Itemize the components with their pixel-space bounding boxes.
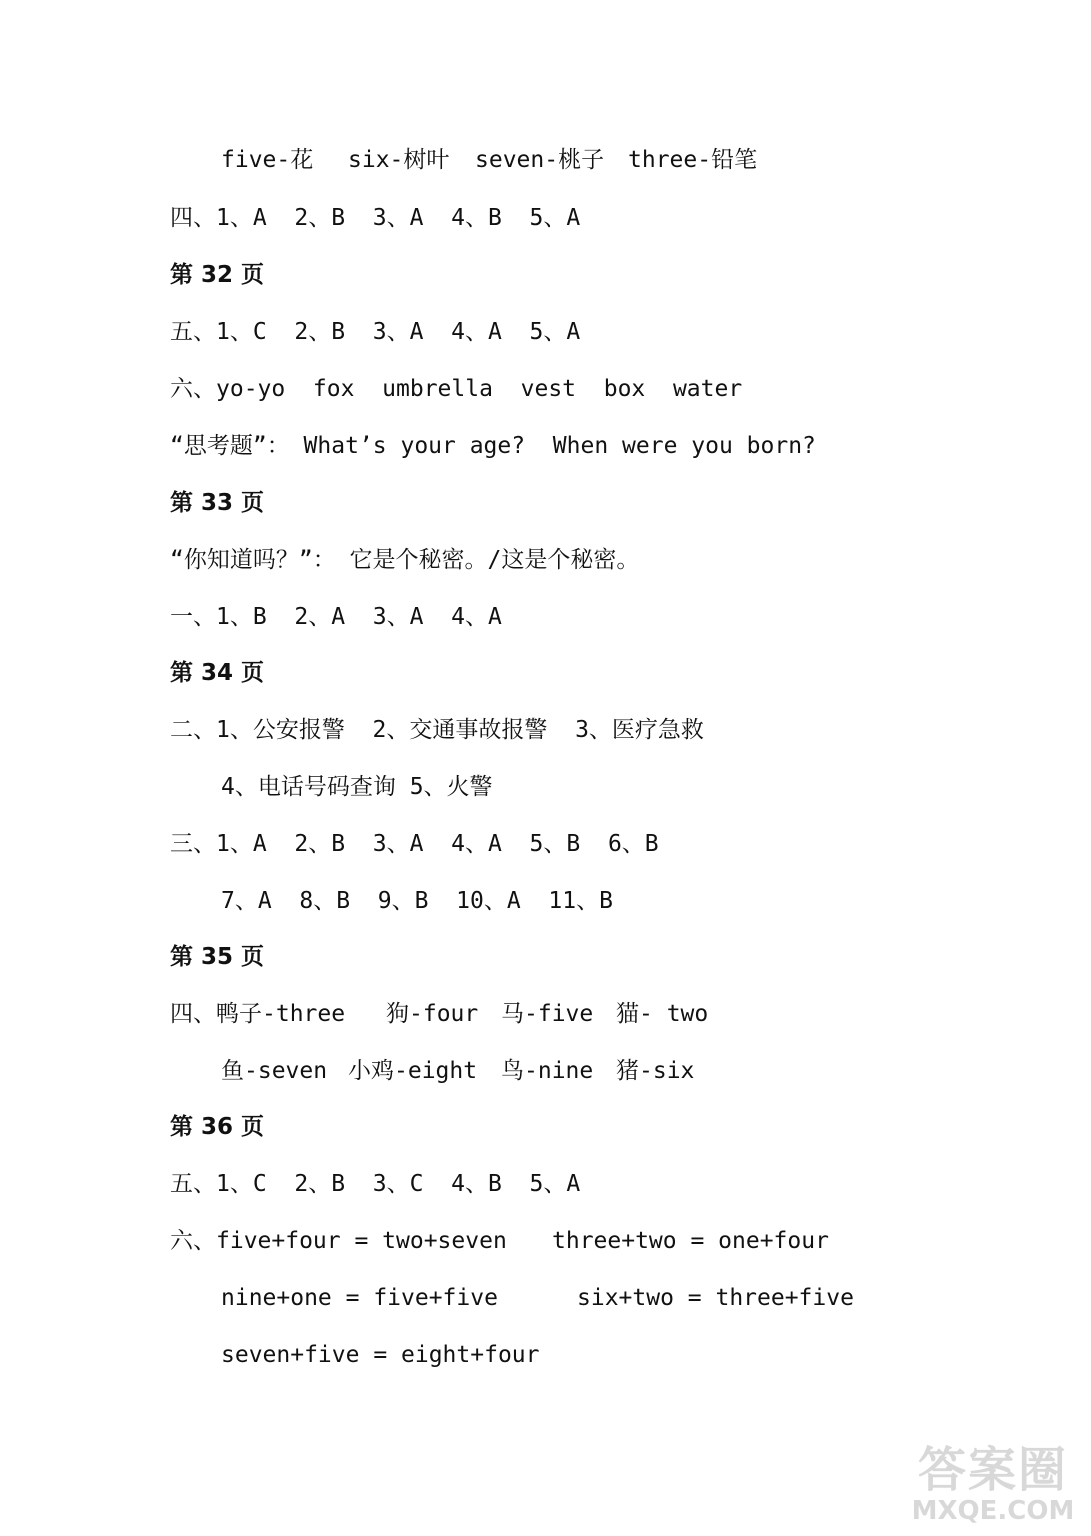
- answer-item: 猪-six: [616, 1058, 695, 1084]
- watermark-url: MXQE.COM: [911, 1496, 1075, 1526]
- equation: six+two = three+five: [577, 1285, 854, 1311]
- answer-line-animals: [221, 1056, 695, 1086]
- equation-line: [170, 1226, 829, 1256]
- answer-item: six-树叶: [348, 147, 450, 173]
- page-heading-32: 第 32 页: [170, 262, 265, 288]
- answer-item: five-花: [221, 147, 314, 173]
- equation: three+two = one+four: [552, 1228, 829, 1254]
- page-heading-36: 第 36 页: [170, 1114, 265, 1140]
- answer-item: 马-five: [501, 1001, 594, 1027]
- answer-line: 二、1、公安报警 2、交通事故报警 3、医疗急救: [170, 717, 704, 743]
- answer-line: “思考题”： What’s your age? When were you born?: [170, 433, 816, 459]
- answer-line: 五、1、C 2、B 3、A 4、A 5、A: [170, 319, 581, 345]
- answer-item: 狗-four: [386, 1001, 479, 1027]
- answer-item: 鱼-seven: [221, 1058, 328, 1084]
- equation-line: seven+five = eight+four: [221, 1342, 540, 1368]
- watermark-text: 答案圈: [917, 1442, 1068, 1498]
- answer-item: seven-桃子: [475, 147, 605, 173]
- page-heading-33: 第 33 页: [170, 490, 265, 516]
- answer-item: 小鸡-eight: [348, 1058, 478, 1084]
- answer-line: 7、A 8、B 9、B 10、A 11、B: [221, 888, 613, 914]
- equation: nine+one = five+five: [221, 1285, 498, 1311]
- page-heading-35: 第 35 页: [170, 944, 265, 970]
- answer-line: 一、1、B 2、A 3、A 4、A: [170, 604, 502, 630]
- answer-line: 五、1、C 2、B 3、C 4、B 5、A: [170, 1171, 581, 1197]
- answer-line-colors: [221, 145, 758, 175]
- answer-line: 4、电话号码查询 5、火警: [221, 774, 493, 800]
- watermark-logo: [903, 1444, 1083, 1530]
- equation: 六、five+four = two+seven: [170, 1228, 507, 1254]
- answer-item: 四、鸭子-three: [170, 1001, 346, 1027]
- page-heading-34: 第 34 页: [170, 660, 265, 686]
- answer-line-animals: [170, 999, 709, 1029]
- answer-line: 三、1、A 2、B 3、A 4、A 5、B 6、B: [170, 831, 659, 857]
- answer-item: 猫- two: [616, 1001, 709, 1027]
- answer-line: 四、1、A 2、B 3、A 4、B 5、A: [170, 205, 581, 231]
- equation-line: [221, 1283, 854, 1313]
- answer-line: 六、yo-yo fox umbrella vest box water: [170, 376, 743, 402]
- answer-item: 鸟-nine: [501, 1058, 594, 1084]
- answer-line: “你知道吗？”： 它是个秘密。/这是个秘密。: [170, 547, 640, 573]
- answer-item: three-铅笔: [628, 147, 758, 173]
